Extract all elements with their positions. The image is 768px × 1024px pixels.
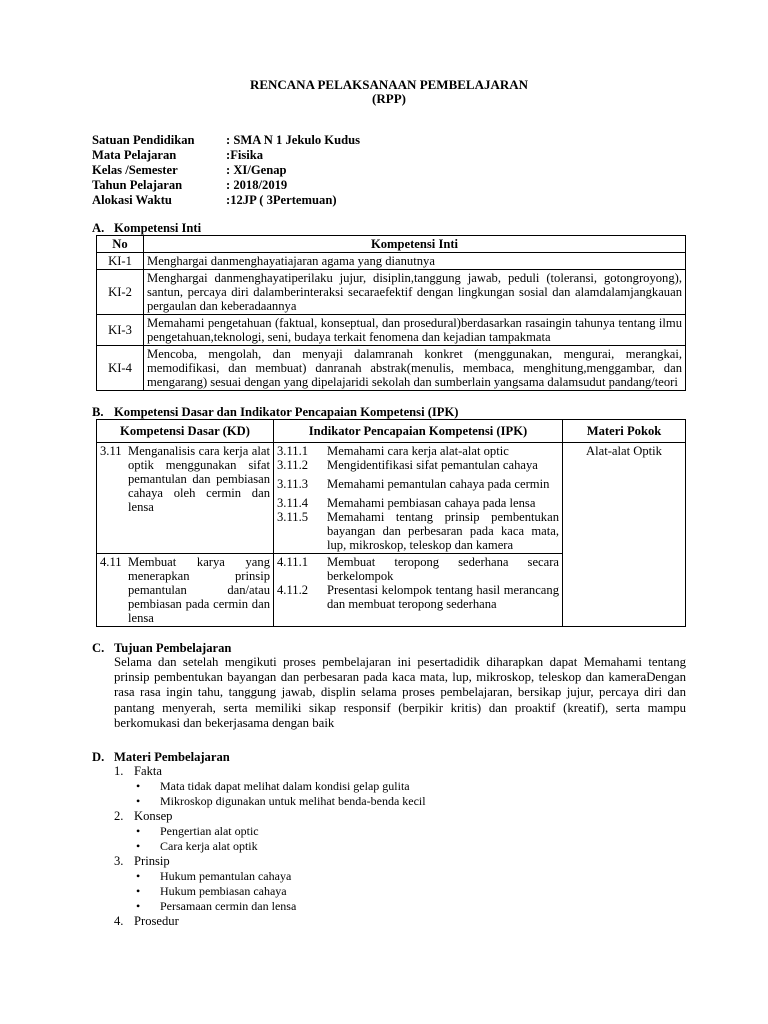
list-number: 4. (114, 914, 124, 929)
table-header-row (97, 420, 686, 443)
list-label: Konsep (134, 809, 173, 824)
table-row (97, 253, 686, 270)
identity-label: Alokasi Waktu (92, 193, 172, 207)
kd-item (100, 444, 270, 514)
ki-number: KI-2 (97, 270, 144, 315)
bullet-text: Cara kerja alat optik (160, 839, 258, 854)
ipk-number: 3.11.1 (277, 444, 309, 458)
ki-text: Menghargai danmenghayatiajaran agama yang dianutnya (144, 253, 686, 270)
column-header-kd: Kompetensi Dasar (KD) (97, 420, 274, 443)
ipk-item (277, 510, 559, 552)
list-item (114, 764, 686, 779)
kd-item (100, 555, 270, 625)
kompetensi-dasar-table (96, 419, 686, 627)
ki-number: KI-3 (97, 315, 144, 346)
ipk-item (277, 444, 559, 458)
list-label: Fakta (134, 764, 162, 779)
ipk-number: 3.11.2 (277, 458, 309, 472)
section-letter: D. (92, 750, 105, 765)
section-title: Kompetensi Inti (114, 221, 202, 235)
section-letter: C. (92, 641, 105, 655)
table-row (97, 315, 686, 346)
identity-label: Kelas /Semester (92, 163, 178, 177)
ipk-text: Membuat teropong sederhana secara berkelompok (327, 555, 559, 583)
ipk-number: 3.11.3 (277, 477, 309, 491)
bullet-icon: • (136, 824, 141, 839)
column-header-materi: Materi Pokok (563, 420, 686, 443)
section-c-heading (92, 641, 686, 655)
identity-label: Tahun Pelajaran (92, 178, 183, 192)
identity-value: :12JP ( 3Pertemuan) (226, 193, 337, 207)
kd-cell (97, 554, 274, 627)
ipk-cell (274, 554, 563, 627)
identity-value: : XI/Genap (226, 163, 287, 177)
list-number: 3. (114, 854, 124, 869)
bullet-icon: • (136, 884, 141, 899)
list-number: 2. (114, 809, 124, 824)
list-item (114, 809, 686, 824)
bullet-icon: • (136, 779, 141, 794)
ipk-text: Memahami pembiasan cahaya pada lensa (327, 496, 536, 510)
ipk-number: 3.11.4 (277, 496, 309, 510)
identity-row-school (92, 133, 686, 148)
bullet-item (132, 839, 686, 854)
table-row (97, 443, 686, 554)
identity-label: Satuan Pendidikan (92, 133, 195, 147)
ipk-item (277, 583, 559, 611)
ipk-item (277, 496, 559, 510)
bullet-icon: • (136, 899, 141, 914)
ipk-text: Mengidentifikasi sifat pemantulan cahaya (327, 458, 538, 472)
learning-objective-paragraph: Selama dan setelah mengikuti proses pembelajaran ini pesertadidik diharapkan dapat Memahami tentang prinsip pembentukan bayangan dan perbesaran pada kaca mata, lup, mikroskop, teleskop dan kameraDengan rasa rasa ingin tahu, tanggung jawab, displin selama proses pembelajaran, bersikap jujur, percaya diri dan pantang menyerah, serta memiliki sikap responsif (berpikir kritis) dan proaktif (kreatif), serta mampu berkomukasi dan bekerjasama dengan baik (114, 655, 686, 730)
identity-block (92, 133, 686, 208)
ipk-text: Memahami pemantulan cahaya pada cermin (327, 477, 550, 491)
table-header-row (97, 236, 686, 253)
ipk-number: 3.11.5 (277, 510, 309, 524)
section-title: Materi Pembelajaran (114, 750, 230, 765)
bullet-item (132, 794, 686, 809)
bullet-text: Mata tidak dapat melihat dalam kondisi gelap gulita (160, 779, 410, 794)
identity-row-subject (92, 148, 686, 163)
document-title (92, 78, 686, 106)
ipk-item (277, 458, 559, 472)
kd-text: Membuat karya yang menerapkan prinsip pemantulan dan/atau pembiasan pada cermin dan lensa (128, 555, 270, 625)
bullet-icon: • (136, 794, 141, 809)
section-letter: B. (92, 405, 104, 419)
identity-row-time (92, 193, 686, 208)
ki-number: KI-1 (97, 253, 144, 270)
column-header-no: No (97, 236, 144, 253)
title-line-1: RENCANA PELAKSANAAN PEMBELAJARAN (249, 77, 529, 92)
section-letter: A. (92, 221, 105, 235)
section-title: Tujuan Pembelajaran (114, 641, 232, 655)
table-row (97, 270, 686, 315)
kd-number: 4.11 (100, 555, 122, 569)
section-title: Kompetensi Dasar dan Indikator Pencapaian Kompetensi (IPK) (114, 405, 459, 419)
table-row (97, 346, 686, 391)
ipk-item (277, 477, 559, 491)
ki-text: Mencoba, mengolah, dan menyaji dalamranah konkret (menggunakan, mengurai, merangkai, memodifikasi, dan membuat) danranah abstrak(menulis, membaca, menghitung,menggambar, dan mengarang) sesuai dengan yang dipelajaridi sekolah dan sumberlain yangsama dalamsudut pandang/teori (144, 346, 686, 391)
ki-number: KI-4 (97, 346, 144, 391)
bullet-icon: • (136, 869, 141, 884)
ipk-text: Presentasi kelompok tentang hasil merancang dan membuat teropong sederhana (327, 583, 559, 611)
bullet-text: Pengertian alat optic (160, 824, 259, 839)
identity-row-class (92, 163, 686, 178)
kd-number: 3.11 (100, 444, 122, 458)
document-page (92, 78, 686, 929)
list-item (114, 914, 686, 929)
bullet-text: Hukum pembiasan cahaya (160, 884, 287, 899)
bullet-item (132, 899, 686, 914)
column-header-ki: Kompetensi Inti (144, 236, 686, 253)
bullet-text: Mikroskop digunakan untuk melihat benda-benda kecil (160, 794, 426, 809)
identity-label: Mata Pelajaran (92, 148, 177, 162)
identity-value: : SMA N 1 Jekulo Kudus (226, 133, 361, 147)
list-label: Prosedur (134, 914, 179, 929)
ipk-text: Memahami cara kerja alat-alat optic (327, 444, 509, 458)
title-line-2: (RPP) (372, 91, 406, 106)
ipk-number: 4.11.1 (277, 555, 309, 569)
list-number: 1. (114, 764, 124, 779)
ipk-number: 4.11.2 (277, 583, 309, 597)
identity-row-year (92, 178, 686, 193)
column-header-ipk: Indikator Pencapaian Kompetensi (IPK) (274, 420, 563, 443)
bullet-text: Persamaan cermin dan lensa (160, 899, 297, 914)
ki-text: Menghargai danmenghayatiperilaku jujur, disiplin,tanggung jawab, peduli (toleransi, gotongroyong), santun, percaya diri dalamberinteraksi secaraefektif dengan lingkungan sosial dan alamdalamjangkauan pergaulan dan keberadaannya (144, 270, 686, 315)
bullet-item (132, 824, 686, 839)
list-item (114, 854, 686, 869)
bullet-item (132, 884, 686, 899)
kompetensi-inti-table (96, 235, 686, 391)
ki-text: Memahami pengetahuan (faktual, konseptual, dan prosedural)berdasarkan rasaingin tahunya tentang ilmu pengetahuan,teknologi, seni, budaya terkait fenomena dan kejadian tampakmata (144, 315, 686, 346)
section-d-heading (92, 750, 686, 764)
identity-value: : 2018/2019 (226, 178, 288, 192)
section-b-heading (92, 405, 686, 419)
bullet-item (132, 869, 686, 884)
materi-pokok-cell: Alat-alat Optik (563, 443, 686, 627)
bullet-item (132, 779, 686, 794)
list-label: Prinsip (134, 854, 170, 869)
ipk-text: Memahami tentang prinsip pembentukan bayangan dan perbesaran pada kaca mata, lup, mikroskop, teleskop dan kamera (327, 510, 559, 552)
identity-value: :Fisika (226, 148, 264, 162)
section-a-heading (92, 221, 686, 235)
bullet-icon: • (136, 839, 141, 854)
bullet-text: Hukum pemantulan cahaya (160, 869, 292, 884)
kd-text: Menganalisis cara kerja alat optik menggunakan sifat pemantulan dan pembiasan cahaya oleh cermin dan lensa (128, 444, 270, 514)
ipk-item (277, 555, 559, 583)
materi-list (114, 764, 686, 929)
ipk-cell (274, 443, 563, 554)
kd-cell (97, 443, 274, 554)
